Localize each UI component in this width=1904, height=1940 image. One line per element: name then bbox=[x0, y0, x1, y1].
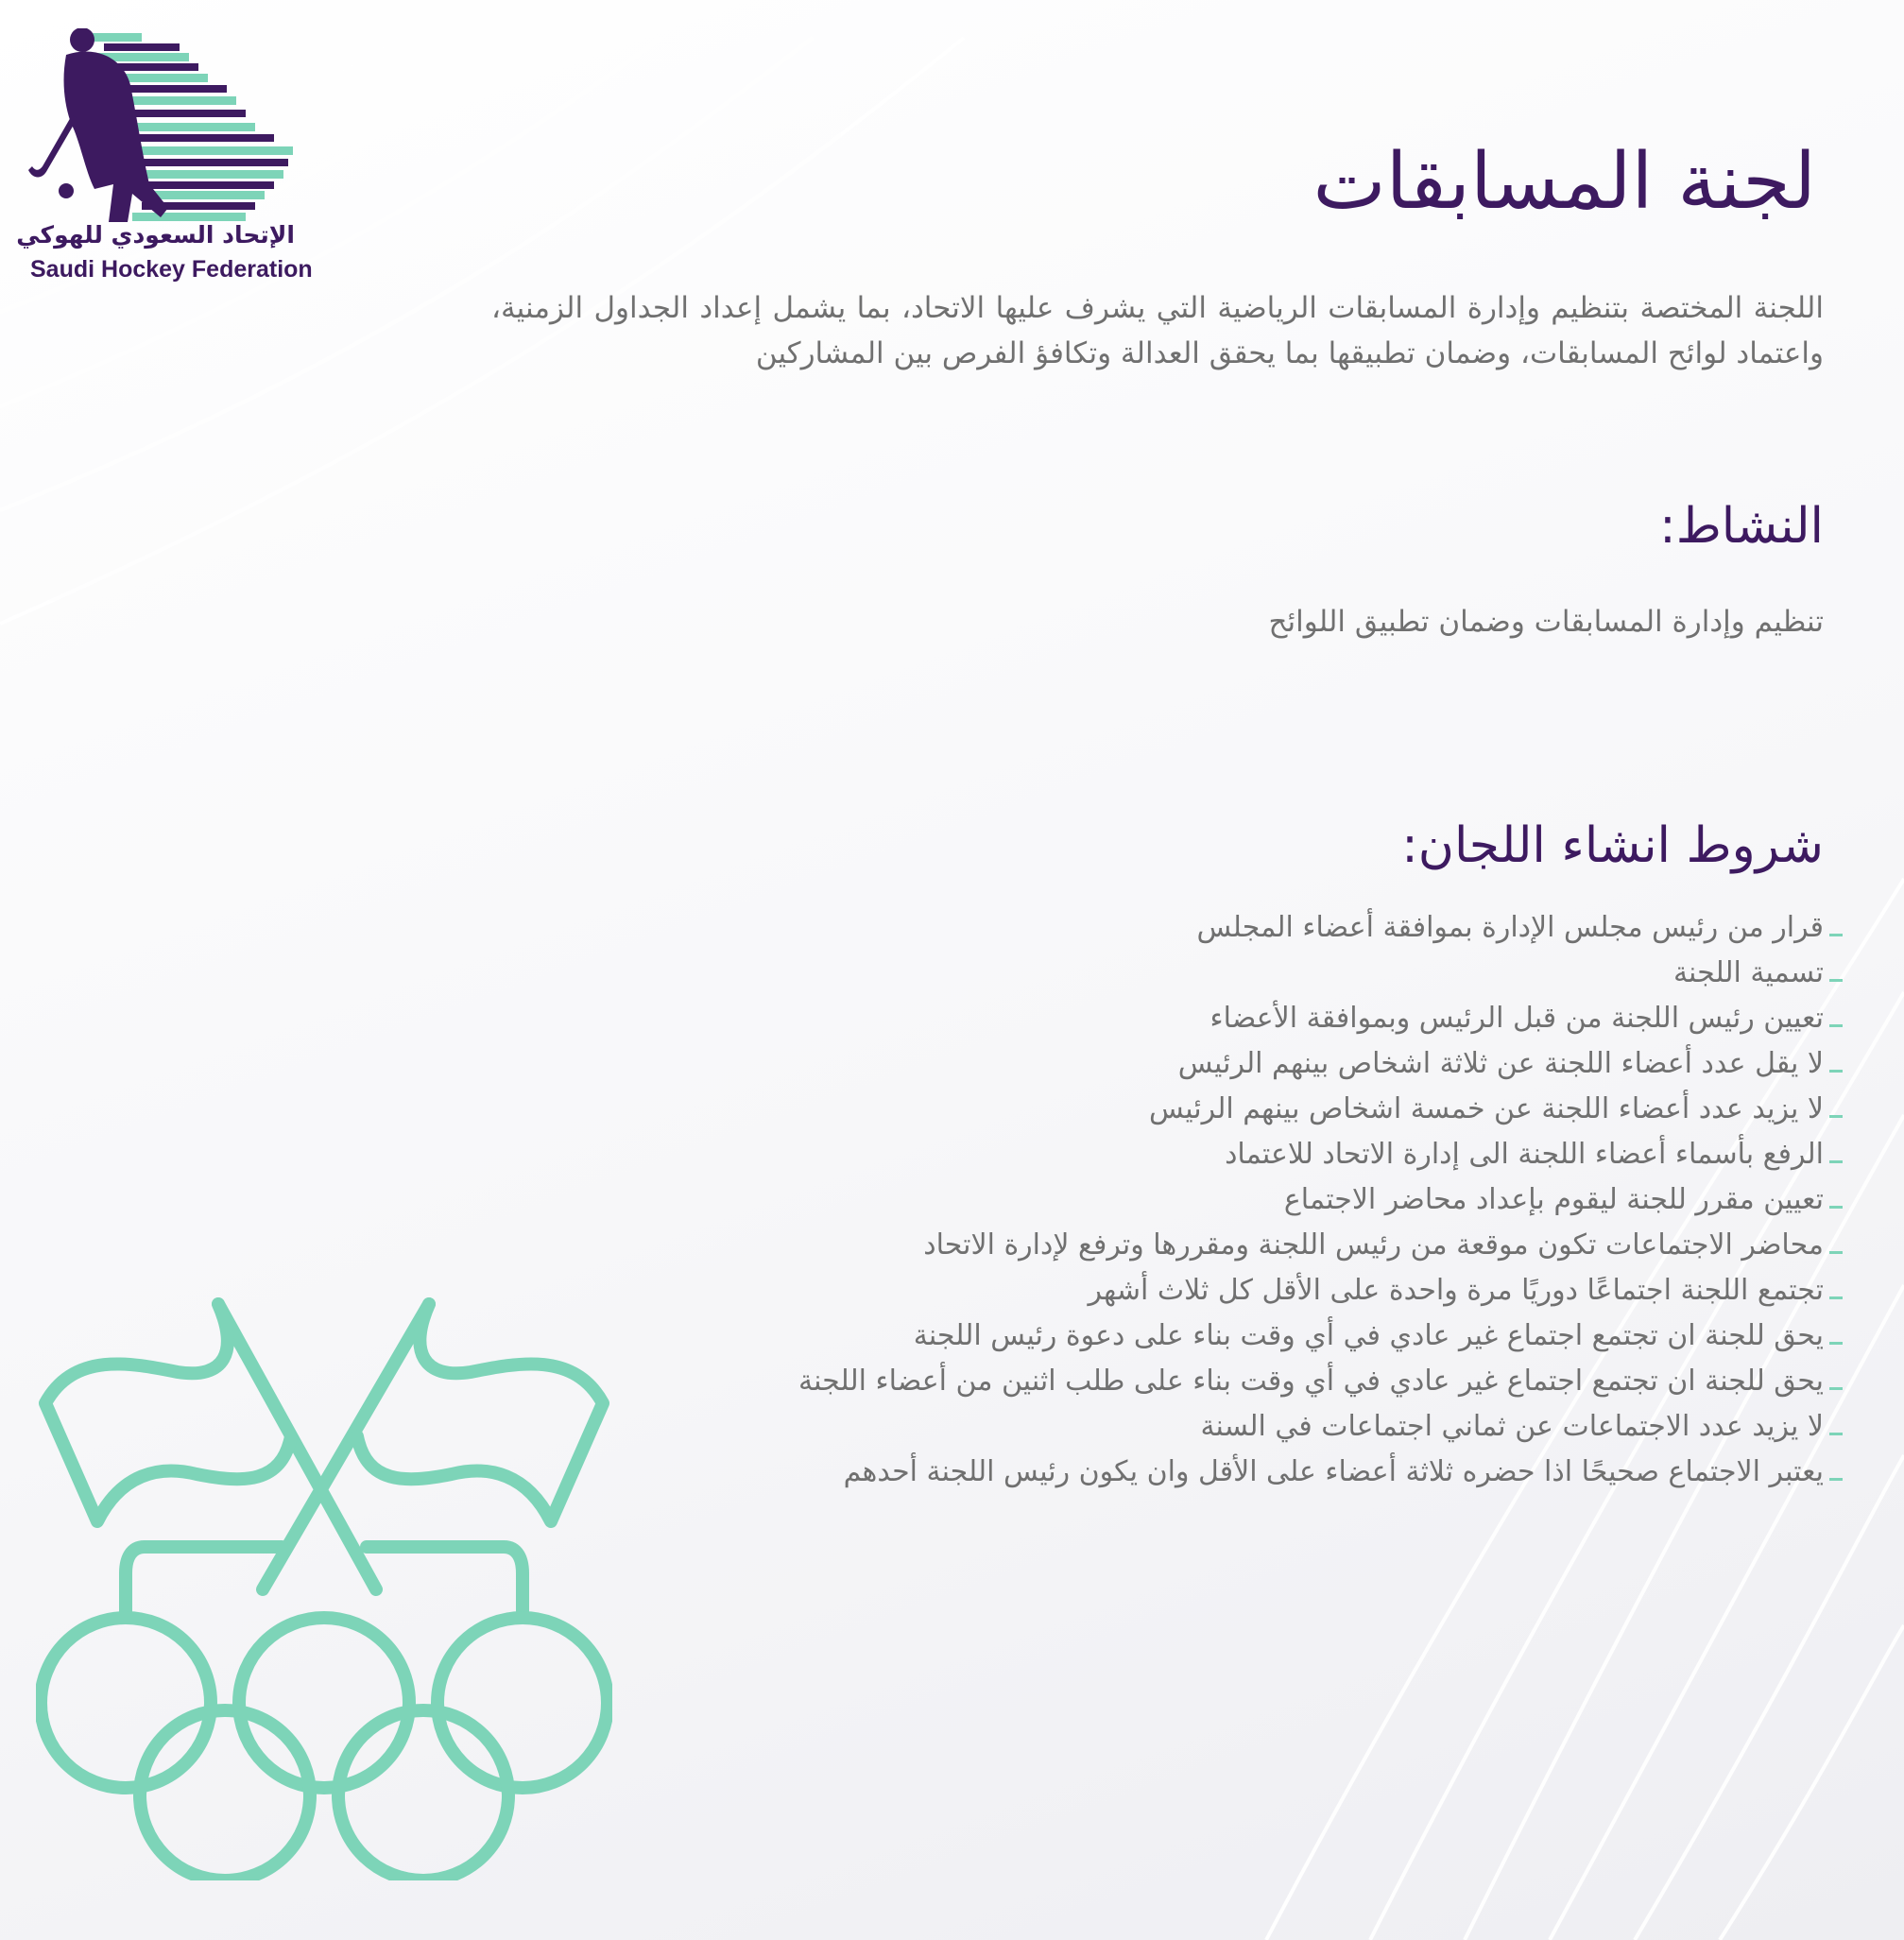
condition-item bbox=[798, 1450, 1824, 1495]
dash-bullet-icon bbox=[1829, 1251, 1843, 1254]
condition-text: تسمية اللجنة bbox=[1672, 956, 1824, 989]
condition-text: يحق للجنة ان تجتمع اجتماع غير عادي في أي وقت بناء على طلب اثنين من أعضاء اللجنة bbox=[798, 1365, 1824, 1398]
page-title: لجنة المسابقات bbox=[1312, 137, 1816, 227]
conditions-heading: شروط انشاء اللجان: bbox=[1401, 817, 1824, 874]
condition-item bbox=[798, 1359, 1824, 1404]
dash-bullet-icon bbox=[1829, 1024, 1843, 1027]
condition-text: الرفع بأسماء أعضاء اللجنة الى إدارة الاتحاد للاعتماد bbox=[1225, 1138, 1824, 1171]
condition-text: يعتبر الاجتماع صحيحًا اذا حضره ثلاثة أعضاء على الأقل وان يكون رئيس اللجنة أحدهم bbox=[843, 1455, 1824, 1488]
condition-text: محاضر الاجتماعات تكون موقعة من رئيس اللجنة ومقررها وترفع لإدارة الاتحاد bbox=[923, 1228, 1824, 1262]
logo-english-name: Saudi Hockey Federation bbox=[30, 256, 313, 283]
logo-arabic-name: الإتحاد السعودي للهوكي bbox=[16, 221, 295, 249]
condition-item bbox=[798, 951, 1824, 996]
condition-text: تعيين رئيس اللجنة من قبل الرئيس وبموافقة الأعضاء bbox=[1209, 1002, 1824, 1035]
condition-text: لا يزيد عدد أعضاء اللجنة عن خمسة اشخاص بينهم الرئيس bbox=[1149, 1092, 1824, 1125]
activity-text: تنظيم وإدارة المسابقات وضمان تطبيق اللوائح bbox=[1268, 605, 1824, 639]
dash-bullet-icon bbox=[1829, 1433, 1843, 1435]
dash-bullet-icon bbox=[1829, 934, 1843, 936]
hockey-player-logo-icon bbox=[16, 28, 313, 288]
condition-item bbox=[798, 996, 1824, 1041]
condition-text: لا يقل عدد أعضاء اللجنة عن ثلاثة اشخاص بينهم الرئيس bbox=[1177, 1047, 1824, 1080]
intro-paragraph: اللجنة المختصة بتنظيم وإدارة المسابقات الرياضية التي يشرف عليها الاتحاد، بما يشمل إعداد الجداول الزمنية، واعتماد لوائح المسابقات، وضمان تطبيقها بما يحقق العدالة وتكافؤ الفرص بين المشاركين bbox=[491, 291, 1824, 370]
condition-item bbox=[798, 1177, 1824, 1223]
dash-bullet-icon bbox=[1829, 1387, 1843, 1390]
dash-bullet-icon bbox=[1829, 1160, 1843, 1163]
condition-item bbox=[798, 905, 1824, 951]
condition-item bbox=[798, 1041, 1824, 1087]
olympic-flags-emblem-icon bbox=[36, 1295, 612, 1880]
dash-bullet-icon bbox=[1829, 1070, 1843, 1073]
condition-text: تجتمع اللجنة اجتماعًا دوريًا مرة واحدة على الأقل كل ثلاث أشهر bbox=[1088, 1274, 1824, 1307]
condition-text: قرار من رئيس مجلس الإدارة بموافقة أعضاء المجلس bbox=[1196, 911, 1824, 944]
condition-item bbox=[798, 1268, 1824, 1313]
dash-bullet-icon bbox=[1829, 1296, 1843, 1299]
condition-item bbox=[798, 1132, 1824, 1177]
condition-item bbox=[798, 1404, 1824, 1450]
condition-text: يحق للجنة ان تجتمع اجتماع غير عادي في أي وقت بناء على دعوة رئيس اللجنة bbox=[913, 1319, 1824, 1352]
condition-item bbox=[798, 1313, 1824, 1359]
condition-text: لا يزيد عدد الاجتماعات عن ثماني اجتماعات في السنة bbox=[1200, 1410, 1824, 1443]
dash-bullet-icon bbox=[1829, 1478, 1843, 1481]
condition-item bbox=[798, 1087, 1824, 1132]
conditions-list bbox=[798, 905, 1824, 1495]
dash-bullet-icon bbox=[1829, 1206, 1843, 1209]
dash-bullet-icon bbox=[1829, 1115, 1843, 1118]
activity-heading: النشاط: bbox=[1659, 498, 1824, 555]
condition-item bbox=[798, 1223, 1824, 1268]
dash-bullet-icon bbox=[1829, 1342, 1843, 1345]
condition-text: تعيين مقرر للجنة ليقوم بإعداد محاضر الاجتماع bbox=[1283, 1183, 1824, 1216]
dash-bullet-icon bbox=[1829, 979, 1843, 982]
